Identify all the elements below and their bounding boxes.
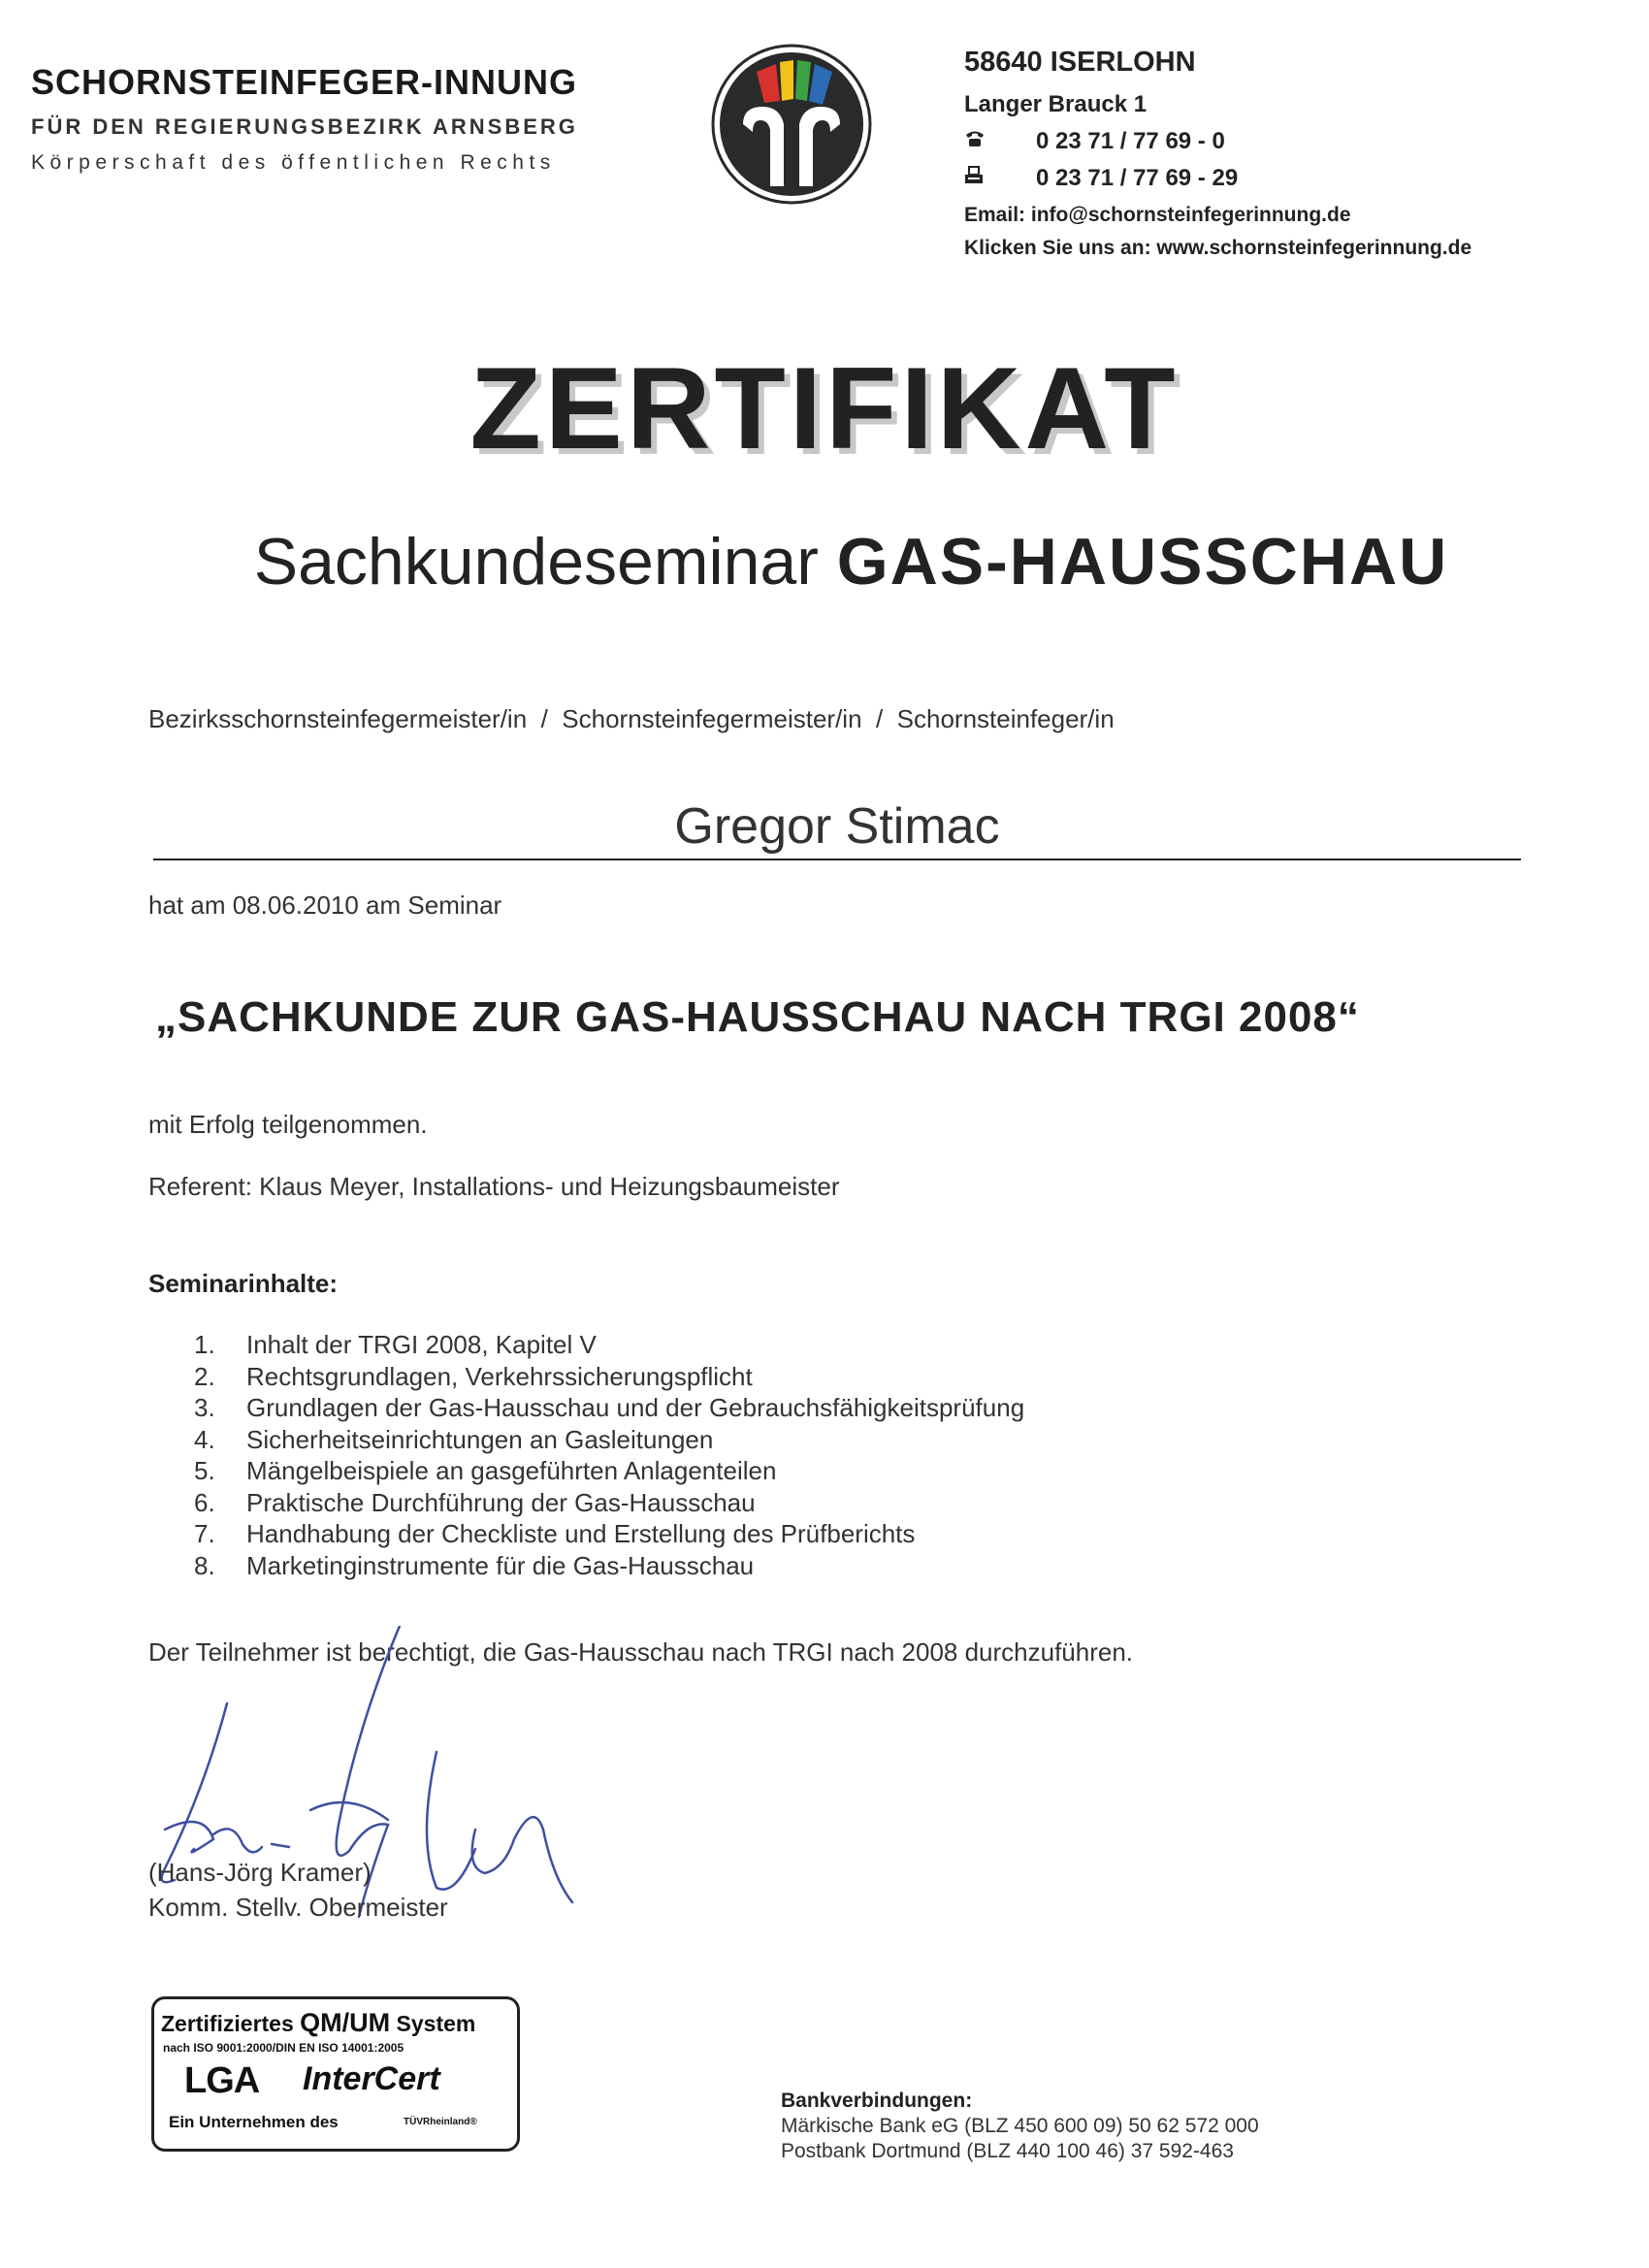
website-text: Klicken Sie uns an: www.schornsteinfegerinnung.de xyxy=(964,237,1472,259)
success-text: mit Erfolg teilgenommen. xyxy=(148,1110,428,1139)
name-underline xyxy=(153,859,1521,860)
phone-row xyxy=(964,128,1225,155)
address-street: Langer Brauck 1 xyxy=(964,91,1148,117)
contents-heading: Seminarinhalte: xyxy=(148,1269,339,1298)
fax-number: 0 23 71 / 77 69 - 29 xyxy=(1036,165,1239,191)
email-text: Email: info@schornsteinfegerinnung.de xyxy=(964,204,1351,226)
chimney-sweep-guild-logo-icon xyxy=(710,43,873,206)
list-item: 5. Mängelbeispiele an gasgeführten Anlagenteilen xyxy=(194,1456,777,1485)
bank-heading: Bankverbindungen: xyxy=(781,2090,973,2112)
certificate-title: ZERTIFIKAT xyxy=(469,343,1180,473)
participant-name: Gregor Stimac xyxy=(674,798,1000,855)
org-type: Körperschaft des öffentlichen Rechts xyxy=(31,151,556,174)
fax-icon xyxy=(964,165,1036,192)
list-item: 3. Grundlagen der Gas-Hausschau und der Gebrauchsfähigkeitsprüfung xyxy=(194,1393,1025,1422)
list-item: 1. Inhalt der TRGI 2008, Kapitel V xyxy=(194,1330,597,1359)
lga-logo: LGA xyxy=(184,2060,260,2101)
signer-block xyxy=(148,1855,448,1925)
speaker-text: Referent: Klaus Meyer, Installations- und Heizungsbaumeister xyxy=(148,1172,840,1201)
org-region: FÜR DEN REGIERUNGSBEZIRK ARNSBERG xyxy=(31,114,578,139)
fax-row xyxy=(964,165,1238,192)
address-city: 58640 ISERLOHN xyxy=(964,47,1196,78)
subtitle-prefix: Sachkundeseminar xyxy=(253,525,837,599)
badge-line1: Zertifiziertes QM/UM System xyxy=(161,2008,476,2037)
contents-list xyxy=(194,1329,1024,1581)
intercert-logo: InterCert xyxy=(303,2060,440,2097)
bank-line-1: Märkische Bank eG (BLZ 450 600 09) 50 62 572 000 xyxy=(781,2115,1259,2137)
list-item: 2. Rechtsgrundlagen, Verkehrssicherungspflicht xyxy=(194,1361,753,1391)
list-item: 4. Sicherheitseinrichtungen an Gasleitungen xyxy=(194,1424,714,1454)
org-name: SCHORNSTEINFEGER-INNUNG xyxy=(31,62,578,102)
subtitle-main: GAS-HAUSSCHAU xyxy=(836,525,1449,599)
tuv-logo: TÜVRheinland® xyxy=(404,2117,477,2127)
badge-line2: nach ISO 9001:2000/DIN EN ISO 14001:2005 xyxy=(163,2041,404,2055)
phone-number: 0 23 71 / 77 69 - 0 xyxy=(1036,128,1225,154)
seminar-title: „SACHKUNDE ZUR GAS-HAUSSCHAU NACH TRGI 2008“ xyxy=(155,993,1360,1041)
signer-role: Komm. Stellv. Obermeister xyxy=(148,1893,448,1922)
list-item: 7. Handhabung der Checkliste und Erstellung des Prüfberichts xyxy=(194,1519,916,1548)
certificate-subtitle xyxy=(0,524,1649,599)
badge-line3: Ein Unternehmen des xyxy=(169,2113,339,2131)
phone-icon xyxy=(964,128,1036,155)
signer-name: (Hans-Jörg Kramer) xyxy=(148,1858,372,1887)
list-item: 6. Praktische Durchführung der Gas-Hausschau xyxy=(194,1487,756,1517)
list-item: 8. Marketinginstrumente für die Gas-Hausschau xyxy=(194,1550,755,1580)
attended-text: hat am 08.06.2010 am Seminar xyxy=(148,891,502,920)
bank-line-2: Postbank Dortmund (BLZ 440 100 46) 37 592-463 xyxy=(781,2140,1234,2162)
roles-line: Bezirksschornsteinfegermeister/in / Schornsteinfegermeister/in / Schornsteinfeger/in xyxy=(148,704,1115,733)
authorization-text: Der Teilnehmer ist berechtigt, die Gas-Hausschau nach TRGI nach 2008 durchzuführen. xyxy=(148,1637,1134,1667)
